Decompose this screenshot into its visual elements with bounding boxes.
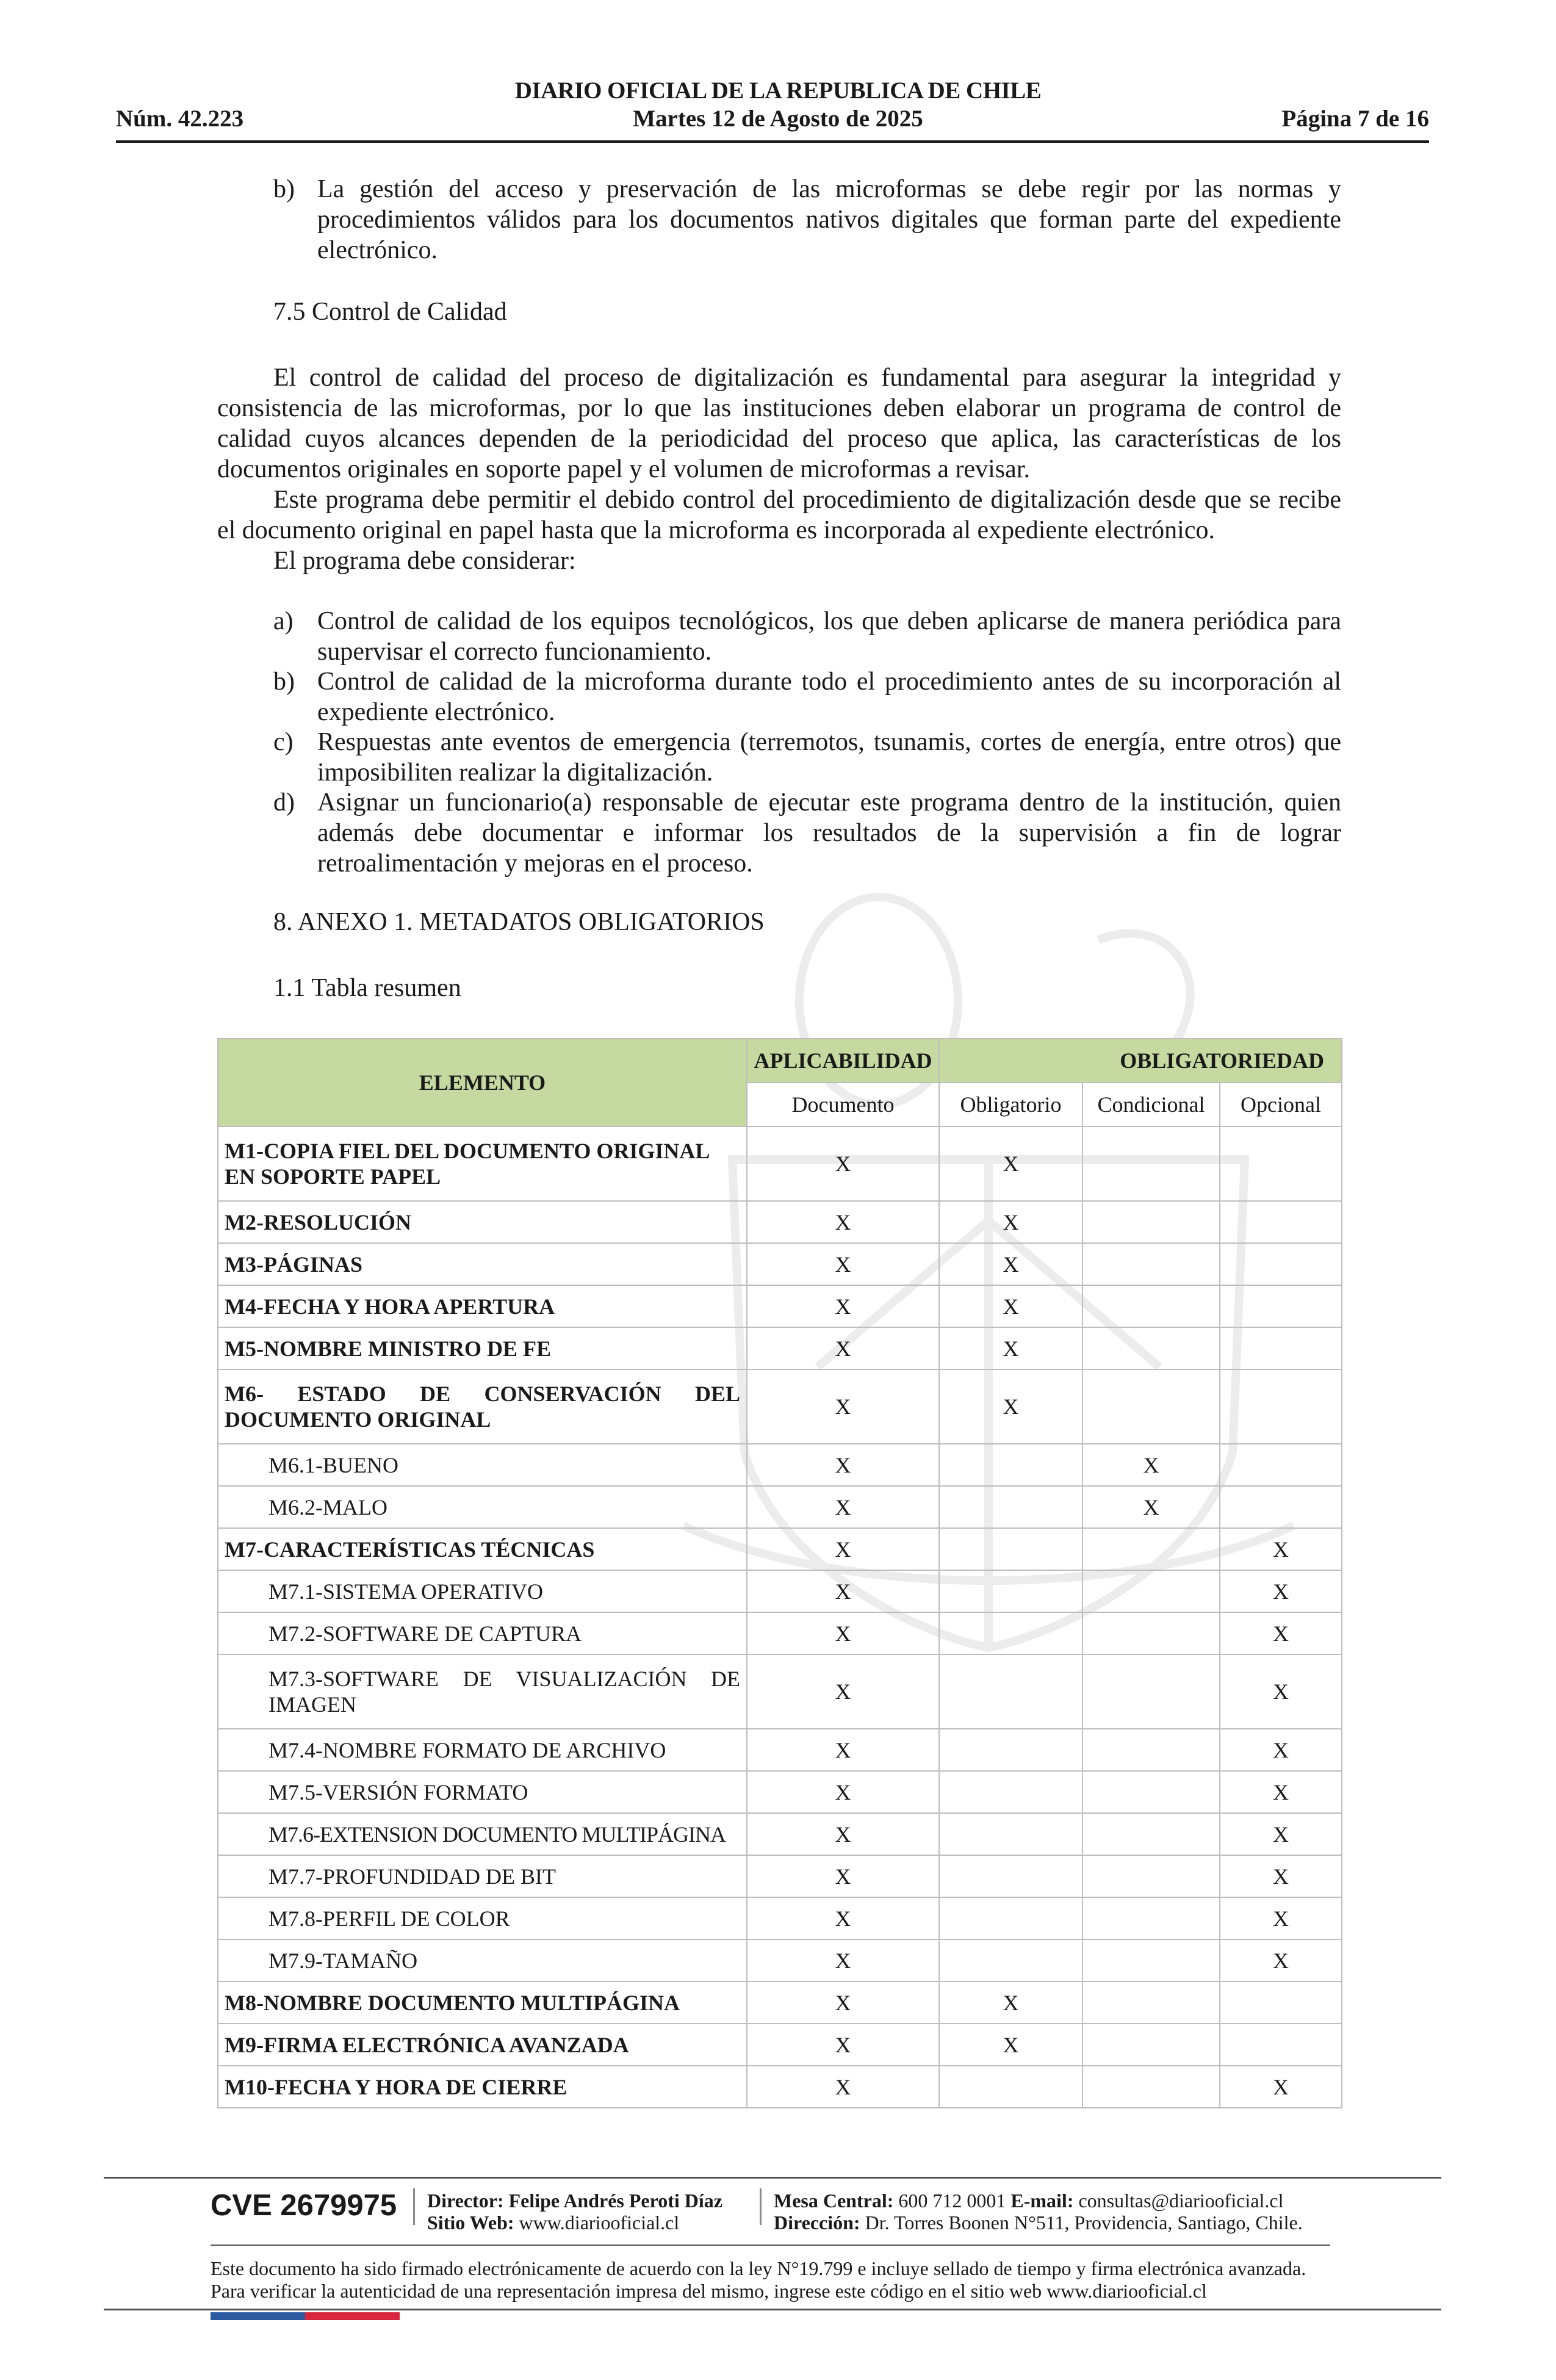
section-heading-7-5: 7.5 Control de Calidad xyxy=(273,298,507,326)
list-item-text: Respuestas ante eventos de emergencia (terremotos, tsunamis, cortes de energía, entre otros) que imposibiliten realizar la digitalización. xyxy=(317,728,1341,787)
electronic-signature-disclaimer: Este documento ha sido firmado electrónicamente de acuerdo con la ley N°19.799 e incluye sellado de tiempo y firma electrónica avanzada. Para verificar la autenticidad de una representación impresa del mismo, ingrese este código en el sitio web www.diariooficial.cl xyxy=(211,2257,1306,2302)
list-item xyxy=(273,727,1341,788)
cell-condicional xyxy=(1082,1570,1220,1612)
list-item-label: d) xyxy=(273,788,295,817)
list-item-label: b) xyxy=(273,668,295,696)
page-indicator: Página 7 de 16 xyxy=(1281,106,1429,132)
list-item xyxy=(273,787,1341,879)
cell-documento: X xyxy=(747,1127,939,1201)
table-row xyxy=(218,1982,1342,2024)
list-item-text: Asignar un funcionario(a) responsable de ejecutar este programa dentro de la institución, quien además debe documentar e informar los resultados de la supervisión a fin de lograr retroalimentación y mejoras en el proceso. xyxy=(317,788,1341,878)
element-name: M3-PÁGINAS xyxy=(218,1243,747,1285)
director-label: Director: xyxy=(427,2190,504,2212)
element-name: M7.8-PERFIL DE COLOR xyxy=(218,1897,747,1939)
cell-obligatorio xyxy=(939,1654,1082,1729)
cell-opcional: X xyxy=(1220,1612,1342,1654)
cell-opcional: X xyxy=(1220,1528,1342,1570)
cell-documento: X xyxy=(747,1444,939,1486)
paragraph-program-consider: El programa debe considerar: xyxy=(273,547,576,575)
list-item-label: a) xyxy=(273,607,294,635)
column-header-elemento: ELEMENTO xyxy=(218,1039,747,1127)
table-row xyxy=(218,1897,1342,1939)
cell-condicional xyxy=(1082,1771,1220,1813)
table-row xyxy=(218,1369,1342,1444)
cell-condicional xyxy=(1082,1327,1220,1369)
column-header-obligatoriedad: OBLIGATORIEDAD xyxy=(939,1039,1342,1083)
list-item xyxy=(273,174,1341,265)
cell-opcional xyxy=(1220,2024,1342,2066)
cell-condicional xyxy=(1082,1285,1220,1327)
cell-condicional xyxy=(1082,1243,1220,1285)
element-name: M4-FECHA Y HORA APERTURA xyxy=(218,1285,747,1327)
cell-obligatorio: X xyxy=(939,2024,1082,2066)
cell-obligatorio xyxy=(939,1570,1082,1612)
element-name: M6.1-BUENO xyxy=(218,1444,747,1486)
element-name: M7.1-SISTEMA OPERATIVO xyxy=(218,1570,747,1612)
column-header-obligatorio: Obligatorio xyxy=(939,1083,1082,1127)
list-item-text: La gestión del acceso y preservación de las microformas se debe regir por las normas y procedimientos válidos para los documentos nativos digitales que forman parte del expediente electrónico. xyxy=(317,175,1341,264)
cell-documento: X xyxy=(747,1897,939,1939)
issue-date: Martes 12 de Agosto de 2025 xyxy=(633,106,923,132)
footer-separator xyxy=(413,2188,415,2225)
website-link[interactable]: www.diariooficial.cl xyxy=(519,2212,680,2234)
cell-opcional: X xyxy=(1220,1813,1342,1855)
column-header-opcional: Opcional xyxy=(1220,1083,1342,1127)
issue-number: Núm. 42.223 xyxy=(116,106,244,132)
cell-documento: X xyxy=(747,1813,939,1855)
address-value: Dr. Torres Boonen N°511, Providencia, Santiago, Chile. xyxy=(865,2212,1303,2234)
cell-obligatorio: X xyxy=(939,1982,1082,2024)
cell-opcional: X xyxy=(1220,1654,1342,1729)
header-divider xyxy=(116,140,1429,143)
cell-opcional: X xyxy=(1220,1729,1342,1771)
element-name: M1-COPIA FIEL DEL DOCUMENTO ORIGINAL EN SOPORTE PAPEL xyxy=(218,1127,747,1201)
paragraph-program-control: Este programa debe permitir el debido control del procedimiento de digitalización desde que se recibe el documento original en papel hasta que la microforma es incorporada al expediente electrónico. xyxy=(217,486,1341,544)
column-header-aplicabilidad: APLICABILIDAD xyxy=(747,1039,939,1083)
cell-opcional: X xyxy=(1220,2066,1342,2108)
table-row xyxy=(218,1243,1342,1285)
cell-obligatorio xyxy=(939,1729,1082,1771)
cell-condicional xyxy=(1082,1729,1220,1771)
table-row xyxy=(218,1285,1342,1327)
cell-documento: X xyxy=(747,1771,939,1813)
footer-website xyxy=(427,2212,679,2234)
cell-obligatorio xyxy=(939,1486,1082,1528)
table-row xyxy=(218,1612,1342,1654)
cell-documento: X xyxy=(747,1939,939,1982)
cell-condicional xyxy=(1082,1612,1220,1654)
cell-obligatorio xyxy=(939,1612,1082,1654)
cell-condicional xyxy=(1082,1654,1220,1729)
element-name: M7-CARACTERÍSTICAS TÉCNICAS xyxy=(218,1528,747,1570)
cell-opcional xyxy=(1220,1444,1342,1486)
cell-documento: X xyxy=(747,1243,939,1285)
cell-obligatorio: X xyxy=(939,1285,1082,1327)
cell-condicional: X xyxy=(1082,1444,1220,1486)
cell-condicional xyxy=(1082,1127,1220,1201)
footer-director xyxy=(427,2190,722,2212)
element-name: M7.5-VERSIÓN FORMATO xyxy=(218,1771,747,1813)
cell-opcional xyxy=(1220,1982,1342,2024)
section-heading-1-1: 1.1 Tabla resumen xyxy=(273,974,461,1002)
footer-divider-bottom xyxy=(104,2309,1441,2310)
cell-condicional xyxy=(1082,1855,1220,1897)
footer-contact xyxy=(774,2190,1284,2212)
list-item-label: b) xyxy=(273,175,295,203)
email-link[interactable]: consultas@diariooficial.cl xyxy=(1078,2190,1284,2212)
element-name: M7.3-SOFTWARE DE VISUALIZACIÓN DE IMAGEN xyxy=(218,1654,747,1729)
cell-obligatorio xyxy=(939,1444,1082,1486)
cell-opcional: X xyxy=(1220,1771,1342,1813)
paragraph-quality-control: El control de calidad del proceso de digitalización es fundamental para asegurar la integridad y consistencia de las microformas, por lo que las instituciones deben elaborar un programa de control de calidad cuyos alcances dependen de la periodicidad del proceso que aplica, las características de los documentos originales en soporte papel y el volumen de microformas a revisar. xyxy=(217,364,1341,483)
metadata-summary-table xyxy=(217,1038,1342,2108)
cell-opcional xyxy=(1220,1127,1342,1201)
list-item-label: c) xyxy=(273,728,294,756)
cell-documento: X xyxy=(747,1486,939,1528)
director-value: Felipe Andrés Peroti Díaz xyxy=(508,2190,722,2212)
table-row xyxy=(218,2066,1342,2108)
cell-opcional: X xyxy=(1220,1855,1342,1897)
table-row xyxy=(218,1771,1342,1813)
cell-obligatorio xyxy=(939,2066,1082,2108)
table-row xyxy=(218,1327,1342,1369)
cell-obligatorio: X xyxy=(939,1243,1082,1285)
element-name: M7.7-PROFUNDIDAD DE BIT xyxy=(218,1855,747,1897)
cell-opcional xyxy=(1220,1327,1342,1369)
list-item-text: Control de calidad de la microforma durante todo el procedimiento antes de su incorporación al expediente electrónico. xyxy=(317,668,1341,726)
cell-condicional xyxy=(1082,1939,1220,1982)
footer-address xyxy=(774,2212,1303,2234)
cell-obligatorio: X xyxy=(939,1327,1082,1369)
cell-obligatorio xyxy=(939,1771,1082,1813)
list-item-text: Control de calidad de los equipos tecnológicos, los que deben aplicarse de manera periódica para supervisar el correcto funcionamiento. xyxy=(317,607,1341,666)
cell-opcional xyxy=(1220,1201,1342,1243)
cell-documento: X xyxy=(747,2066,939,2108)
table-row xyxy=(218,1201,1342,1243)
element-name: M6.2-MALO xyxy=(218,1486,747,1528)
list-item xyxy=(273,666,1341,727)
element-name: M6- ESTADO DE CONSERVACIÓN DEL DOCUMENTO ORIGINAL xyxy=(218,1369,747,1444)
newspaper-title: DIARIO OFICIAL DE LA REPUBLICA DE CHILE xyxy=(514,78,1042,104)
element-name: M10-FECHA Y HORA DE CIERRE xyxy=(218,2066,747,2108)
cell-condicional xyxy=(1082,1369,1220,1444)
footer-divider-middle xyxy=(211,2245,1330,2246)
cve-code: CVE 2679975 xyxy=(211,2189,397,2222)
cell-documento: X xyxy=(747,1285,939,1327)
section-heading-8: 8. ANEXO 1. METADATOS OBLIGATORIOS xyxy=(273,908,765,936)
table-row xyxy=(218,1486,1342,1528)
element-name: M9-FIRMA ELECTRÓNICA AVANZADA xyxy=(218,2024,747,2066)
cell-documento: X xyxy=(747,1654,939,1729)
table-row xyxy=(218,1444,1342,1486)
footer-separator xyxy=(760,2188,762,2225)
cell-condicional: X xyxy=(1082,1486,1220,1528)
table-row xyxy=(218,1729,1342,1771)
cell-condicional xyxy=(1082,1897,1220,1939)
element-name: M7.6-EXTENSION DOCUMENTO MULTIPÁGINA xyxy=(218,1813,747,1855)
cell-documento: X xyxy=(747,1612,939,1654)
mesa-value: 600 712 0001 xyxy=(898,2190,1006,2212)
cell-opcional xyxy=(1220,1285,1342,1327)
footer-divider-top xyxy=(104,2177,1441,2179)
cell-condicional xyxy=(1082,2024,1220,2066)
column-header-documento: Documento xyxy=(747,1083,939,1127)
element-name: M2-RESOLUCIÓN xyxy=(218,1201,747,1243)
cell-opcional: X xyxy=(1220,1897,1342,1939)
cell-obligatorio xyxy=(939,1939,1082,1982)
cell-obligatorio xyxy=(939,1897,1082,1939)
element-name: M7.9-TAMAÑO xyxy=(218,1939,747,1982)
cell-documento: X xyxy=(747,1729,939,1771)
cell-opcional xyxy=(1220,1243,1342,1285)
element-name: M8-NOMBRE DOCUMENTO MULTIPÁGINA xyxy=(218,1982,747,2024)
cell-obligatorio xyxy=(939,1528,1082,1570)
cell-opcional: X xyxy=(1220,1570,1342,1612)
cell-documento: X xyxy=(747,1528,939,1570)
table-row xyxy=(218,1528,1342,1570)
table-row xyxy=(218,1127,1342,1201)
cell-documento: X xyxy=(747,1201,939,1243)
list-item xyxy=(273,606,1341,667)
cell-documento: X xyxy=(747,1369,939,1444)
cell-condicional xyxy=(1082,1813,1220,1855)
cell-obligatorio: X xyxy=(939,1369,1082,1444)
cell-opcional: X xyxy=(1220,1939,1342,1982)
cell-documento: X xyxy=(747,1855,939,1897)
email-label: E-mail: xyxy=(1010,2190,1074,2212)
cell-condicional xyxy=(1082,1528,1220,1570)
address-label: Dirección: xyxy=(774,2212,860,2234)
cell-condicional xyxy=(1082,1201,1220,1243)
flag-stripe-red xyxy=(305,2312,400,2320)
flag-stripe-blue xyxy=(211,2312,305,2320)
table-row xyxy=(218,1813,1342,1855)
cell-condicional xyxy=(1082,1982,1220,2024)
table-row xyxy=(218,1939,1342,1982)
mesa-label: Mesa Central: xyxy=(774,2190,894,2212)
cell-documento: X xyxy=(747,2024,939,2066)
cell-documento: X xyxy=(747,1982,939,2024)
cell-opcional xyxy=(1220,1369,1342,1444)
cell-opcional xyxy=(1220,1486,1342,1528)
table-row xyxy=(218,2024,1342,2066)
cell-obligatorio xyxy=(939,1855,1082,1897)
element-name: M7.2-SOFTWARE DE CAPTURA xyxy=(218,1612,747,1654)
element-name: M5-NOMBRE MINISTRO DE FE xyxy=(218,1327,747,1369)
table-row xyxy=(218,1570,1342,1612)
cell-documento: X xyxy=(747,1570,939,1612)
cell-documento: X xyxy=(747,1327,939,1369)
table-row xyxy=(218,1654,1342,1729)
element-name: M7.4-NOMBRE FORMATO DE ARCHIVO xyxy=(218,1729,747,1771)
cell-condicional xyxy=(1082,2066,1220,2108)
table-row xyxy=(218,1855,1342,1897)
cell-obligatorio xyxy=(939,1813,1082,1855)
column-header-condicional: Condicional xyxy=(1082,1083,1220,1127)
website-label: Sitio Web: xyxy=(427,2212,514,2234)
cell-obligatorio: X xyxy=(939,1201,1082,1243)
cell-obligatorio: X xyxy=(939,1127,1082,1201)
